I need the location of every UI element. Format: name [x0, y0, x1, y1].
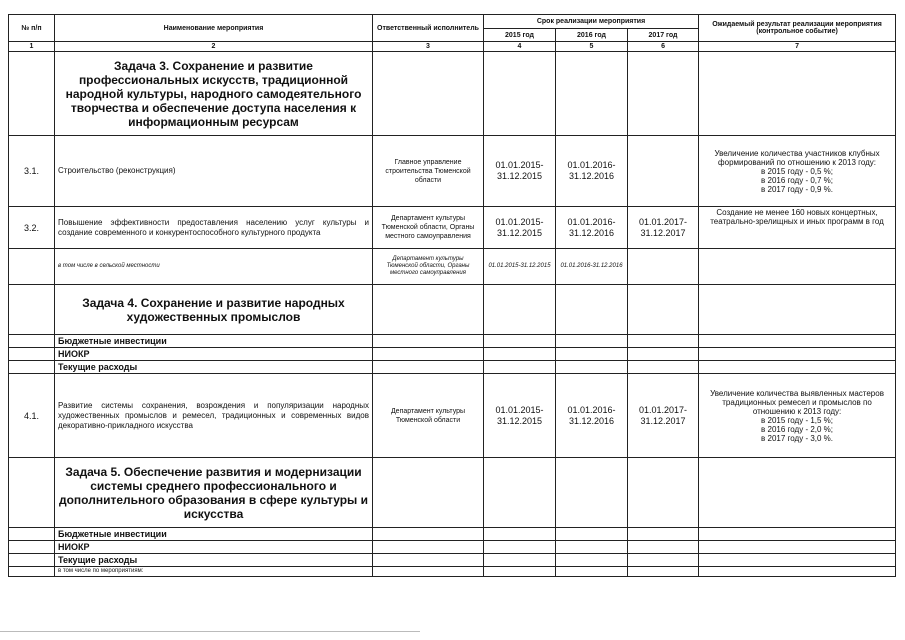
row-4-1-responsible: Департамент культуры Тюменской области: [373, 374, 484, 458]
colnum-4: 4: [484, 42, 556, 52]
result-line: Увеличение количества участников клубных формирований по отношению к 2013 году:: [714, 148, 880, 167]
row-3-2-rural-2016: 01.01.2016-31.12.2016: [556, 249, 628, 285]
header-2015: 2015 год: [484, 29, 556, 42]
colnum-7: 7: [699, 42, 896, 52]
row-3-2-rural-name: в том числе в сельской местности: [55, 249, 373, 285]
result-line: в 2017 году - 3,0 %.: [761, 433, 834, 443]
row-3-1-result: [699, 136, 896, 207]
header-2017: 2017 год: [628, 29, 699, 42]
result-line: в 2015 году - 0,5 %;: [761, 166, 834, 176]
row-3-1-responsible: Главное управление строительства Тюменской области: [373, 136, 484, 207]
header-result: Ожидаемый результат реализации мероприятия (контрольное событие): [699, 15, 896, 42]
result-line: в 2017 году - 0,9 %.: [761, 184, 834, 194]
row-3-2-result: Создание не менее 160 новых концертных, театрально-зрелищных и иных программ в год: [699, 207, 896, 249]
row-3-1-num: 3.1.: [9, 136, 55, 207]
result-line: в 2015 году - 1,5 %;: [761, 415, 834, 425]
task-4-niokr: НИОКР: [55, 348, 373, 361]
row-4-1-2015: 01.01.2015-31.12.2015: [484, 374, 556, 458]
row-3-2-2017: 01.01.2017-31.12.2017: [628, 207, 699, 249]
scan-edge-line: [0, 631, 420, 632]
header-name: Наименование мероприятия: [55, 15, 373, 42]
header-responsible: Ответственный исполнитель: [373, 15, 484, 42]
row-3-1-2017: [628, 136, 699, 207]
row-3-1-2015: 01.01.2015-31.12.2015: [484, 136, 556, 207]
row-3-1-name: Строительство (реконструкция): [55, 136, 373, 207]
task-5-niokr: НИОКР: [55, 541, 373, 554]
row-4-1-result: [699, 374, 896, 458]
result-line: в 2016 году - 2,0 %;: [761, 424, 834, 434]
task-4-budget: Бюджетные инвестиции: [55, 335, 373, 348]
row-3-1-2016: 01.01.2016-31.12.2016: [556, 136, 628, 207]
row-4-1-name: Развитие системы сохранения, возрождения и популяризации народных художественных промыслов и ремесел, традиционных и современных видов декоративно-прикладного искусства: [55, 374, 373, 458]
row-3-2-2015: 01.01.2015-31.12.2015: [484, 207, 556, 249]
row-4-1-num: 4.1.: [9, 374, 55, 458]
row-3-2-rural-responsible: Департамент культуры Тюменской области, Органы местного самоуправления: [373, 249, 484, 285]
measures-table: [8, 14, 896, 577]
task-5-budget: Бюджетные инвестиции: [55, 528, 373, 541]
task-5-heading: Задача 5. Обеспечение развития и модернизации системы среднего профессионального и дополнительного образования в сфере культуры и искусства: [55, 458, 373, 528]
colnum-2: 2: [55, 42, 373, 52]
row-4-1-2017: 01.01.2017-31.12.2017: [628, 374, 699, 458]
header-2016: 2016 год: [556, 29, 628, 42]
header-period: Срок реализации мероприятия: [484, 15, 699, 29]
row-3-2-rural-2015: 01.01.2015-31.12.2015: [484, 249, 556, 285]
task-4-current: Текущие расходы: [55, 361, 373, 374]
colnum-3: 3: [373, 42, 484, 52]
header-num: № п/п: [9, 15, 55, 42]
result-line: Увеличение количества выявленных мастеров традиционных ремесел и промыслов по отношению к 2013 году:: [710, 388, 884, 416]
row-3-2-name: Повышение эффективности предоставления населению услуг культуры и создание современного и конкурентоспособного культурного продукта: [55, 207, 373, 249]
footer-note: в том числе по мероприятиям:: [55, 567, 373, 577]
row-3-2-2016: 01.01.2016-31.12.2016: [556, 207, 628, 249]
result-line: в 2016 году - 0,7 %;: [761, 175, 834, 185]
task-3-heading: Задача 3. Сохранение и развитие профессиональных искусств, традиционной народной культуры, народного самодеятельного творчества и обеспечение доступа населения к информационным ресурсам: [55, 52, 373, 136]
colnum-1: 1: [9, 42, 55, 52]
task-5-current: Текущие расходы: [55, 554, 373, 567]
row-3-2-num: 3.2.: [9, 207, 55, 249]
colnum-5: 5: [556, 42, 628, 52]
row-3-2-responsible: Департамент культуры Тюменской области, Органы местного самоуправления: [373, 207, 484, 249]
task-4-heading: Задача 4. Сохранение и развитие народных художественных промыслов: [55, 285, 373, 335]
colnum-6: 6: [628, 42, 699, 52]
row-4-1-2016: 01.01.2016-31.12.2016: [556, 374, 628, 458]
